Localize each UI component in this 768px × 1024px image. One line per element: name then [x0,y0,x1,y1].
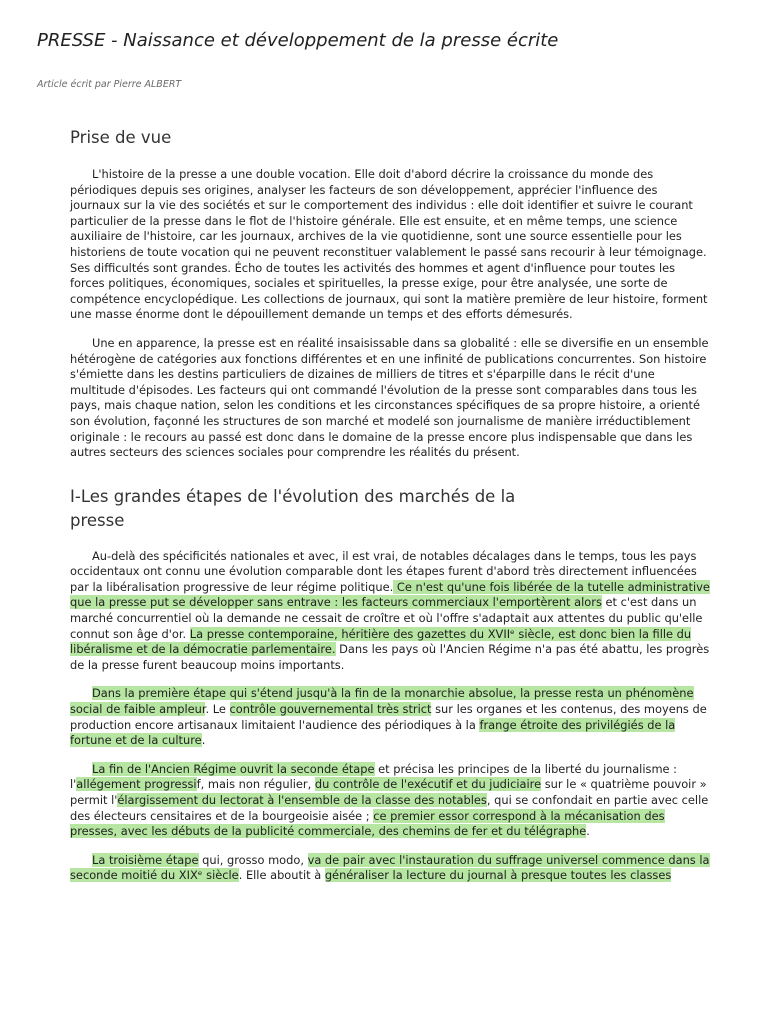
highlighted-text: élargissement du lectorat à l'ensemble de la classe des notables [117,793,487,807]
text-run: et c'est dans un marché concurrentiel où la demande ne cessait de croître et où l'offre s'adaptait aux attentes du public qu'elle connut son âge d'or. [70,595,703,641]
text-run: Une en apparence, la presse est en réalité insaisissable dans sa globalité : elle se diversifie en un ensemble hétérogène de catégories aux fonctions différentes et en une infinité de publications concurrentes. Son histoire s'émiette dans les destins particuliers de dizaines de milliers de titres et s'éparpille dans le récit d'une multitude d'épisodes. Les facteurs qui ont commandé l'évolution de la presse sont comparables dans tous les pays, mais chaque nation, selon les conditions et les circonstances spécifiques de sa propre histoire, a orienté son évolution, façonné les structures de son marché et modelé son journalisme de manière irréductiblement originale : le recours au passé est donc dans le domaine de la presse encore plus indispensable que dans les autres secteurs des sciences sociales pour comprendre les réalités du présent. [70,335,709,460]
text-run: . Elle aboutit à [238,868,325,883]
text-run: Au-delà des spécificités nationales et avec, il est vrai, de notables décalages dans le temps, tous les pays occidentaux ont connu une évolution comparable dont les étapes furent d'abord très directement influencées par la libéralisation progressive de leur régime politique. [70,548,697,594]
text-run: et précisa les principes de la liberté du journalisme : l' [70,761,678,792]
highlighted-text: Dans la première étape qui s'étend jusqu'à la fin de la monarchie absolue, la presse resta un phénomène social de faible ampleur [70,686,694,717]
highlighted-text: La troisième étape [92,852,199,867]
highlighted-text: ce premier essor correspond à la mécanisation des presses, avec les débuts de la publicité commerciale, des chemins de fer et du télégraphe [70,808,665,839]
highlighted-text: Ce n'est qu'une fois libérée de la tutelle administrative que la presse put se développer sans entrave : les facteurs commerciaux l'emportèrent alors [70,579,710,610]
paragraph [70,762,710,840]
paragraph [70,336,710,461]
text-run: qui, grosso modo, [198,852,308,867]
paragraph [70,686,710,748]
byline: Article écrit par Pierre ALBERT [37,79,182,90]
text-run: , qui se confondait en partie avec celle des électeurs censitaires et de la bourgeoisie aisée ; [70,793,709,823]
paragraph [70,167,710,323]
highlighted-text: du contrôle de l'exécutif et du judiciaire [314,777,542,792]
highlighted-text: contrôle gouvernemental très strict [229,702,432,717]
section-heading-prise-de-vue: Prise de vue [70,128,172,147]
highlighted-text: va de pair avec l'instauration du suffrage universel commence dans la seconde moitié du XIXᵉ siècle [70,852,710,883]
text-run: . [201,733,206,748]
paragraph [70,549,710,674]
text-run: Dans les pays où l'Ancien Régime n'a pas été abattu, les progrès de la presse furent beaucoup moins importants. [70,642,710,672]
highlighted-text: allégement progressi [76,777,197,792]
highlighted-text: généraliser la lecture du journal à presque toutes les classes [324,868,672,883]
section-heading-grandes-etapes: I-Les grandes étapes de l'évolution des marchés de la presse [70,486,516,530]
highlighted-text: La presse contemporaine, héritière des gazettes du XVIIᵉ siècle, est donc bien la fille du libéralisme et de la démocratie parlementaire. [70,626,692,657]
text-run: sur le « quatrième pouvoir » permit l' [70,777,707,807]
text-run: . [586,824,590,839]
text-run: L'histoire de la presse a une double vocation. Elle doit d'abord décrire la croissance du monde des périodiques depuis ses origines, analyser les facteurs de son développement, apprécier l'influence des journaux sur la vie des sociétés et sur le comportement des individus : elle doit identifier et suivre le courant particulier de la presse dans le flot de l'histoire générale. Elle est ensuite, et en même temps, une science auxiliaire de l'histoire, car les journaux, archives de la vie quotidienne, sont une source essentielle pour les historiens de toute vocation qui ne peuvent reconstituer valablement le passé sans recourir à leur témoignage. Ses difficultés sont grandes. Écho de toutes les activités des hommes et agent d'influence pour toutes les forces politiques, économiques, sociales et spirituelles, la presse exige, pour être analysée, une sorte de compétence encyclopédique. Les collections de journaux, qui sont la matière première de leur histoire, forment une masse énorme dont le dépouillement demande un temps et des efforts démesurés. [70,167,708,322]
highlighted-text: frange étroite des privilégiés de la fortune et de la culture [70,717,676,748]
document-title: PRESSE - Naissance et développement de la presse écrite [37,30,559,51]
text-run: sur les organes et les contenus, des moyens de production encore artisanaux limitaient l'audience des périodiques à la [70,702,707,732]
text-run: f, mais non régulier, [196,777,315,792]
highlighted-text: La fin de l'Ancien Régime ouvrit la seconde étape [92,761,375,776]
article-body [70,126,710,897]
text-run: . Le [205,702,230,717]
paragraph [70,853,710,884]
